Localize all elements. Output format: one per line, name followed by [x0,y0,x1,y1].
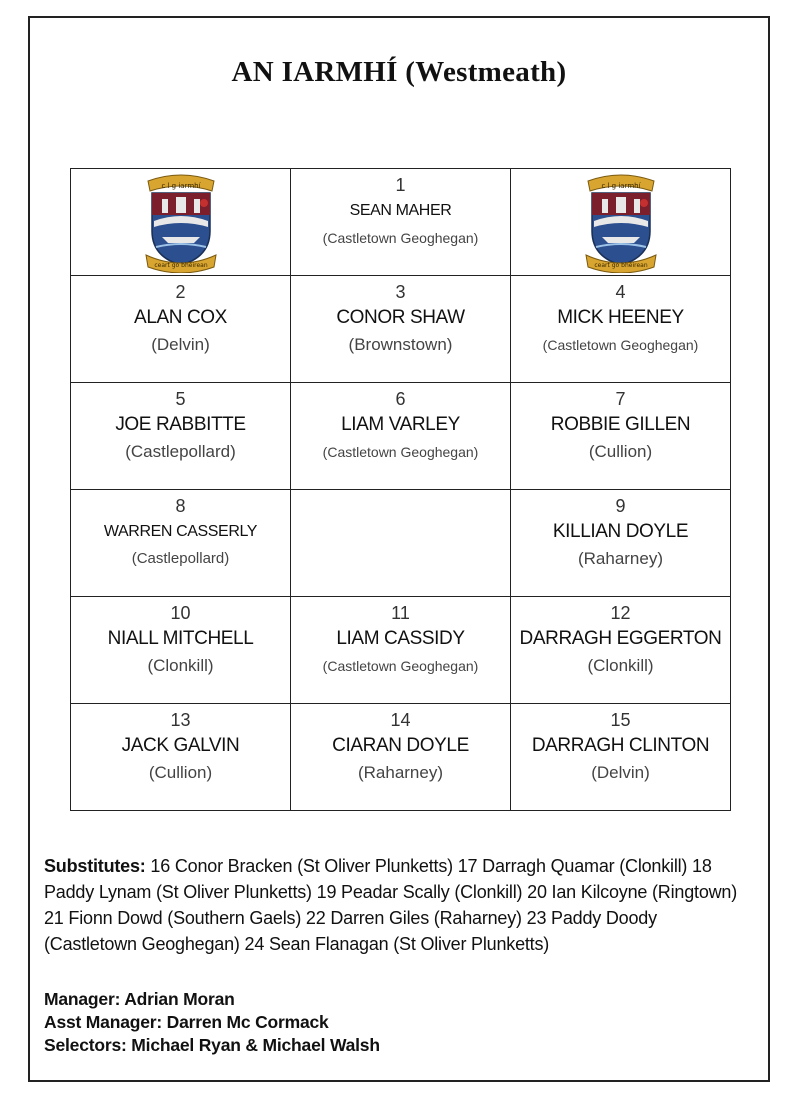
player-cell-3 [291,276,511,383]
crest-scroll-text: ceart go bhéirean [153,262,208,269]
player-number: 15 [610,710,631,730]
player-number: 7 [615,389,626,409]
player-name: DARRAGH CLINTON [531,735,710,756]
team-grid [70,168,731,811]
crest-cell-left [71,169,291,276]
player-number: 4 [615,282,626,302]
player-number: 13 [170,710,191,730]
player-cell-4 [511,276,731,383]
player-name: SEAN MAHER [349,202,452,219]
asst-manager-line: Asst Manager: Darren Mc Cormack [44,1012,329,1032]
player-name: JOE RABBITTE [115,414,246,435]
player-club: (Castlepollard) [131,550,230,567]
management-block [44,988,380,1057]
player-club: (Castletown Geoghegan) [322,444,479,460]
player-club: (Raharney) [577,549,664,568]
page-title: AN IARMHÍ (Westmeath) [231,56,567,88]
player-name: LIAM VARLEY [341,414,460,435]
player-number: 6 [395,389,406,409]
player-cell-1 [291,169,511,276]
player-name: NIALL MITCHELL [107,628,254,649]
player-number: 11 [391,603,410,623]
player-cell-2 [71,276,291,383]
selectors-line: Selectors: Michael Ryan & Michael Walsh [44,1035,380,1055]
player-number: 10 [170,603,191,623]
empty-cell [291,490,511,597]
player-number: 14 [390,710,411,730]
player-club: (Brownstown) [348,335,453,354]
player-club: (Castletown Geoghegan) [322,658,479,674]
player-cell-7 [511,383,731,490]
player-name: DARRAGH EGGERTON [519,628,722,649]
crest-scroll-text: ceart go bhéirean [593,262,648,269]
player-name: ALAN COX [134,307,227,328]
substitutes-label: Substitutes: [44,856,146,876]
player-cell-6 [291,383,511,490]
crest-cell-right [511,169,731,276]
player-name: ROBBIE GILLEN [550,414,691,435]
player-cell-8 [71,490,291,597]
player-number: 1 [395,175,406,195]
player-number: 12 [610,603,631,623]
player-club: (Cullion) [588,442,653,461]
player-club: (Castlepollard) [125,442,236,461]
player-club: (Delvin) [591,763,650,782]
player-name: WARREN CASSERLY [103,523,258,540]
player-club: (Clonkill) [147,656,214,675]
player-cell-14 [291,704,511,811]
player-club: (Castletown Geoghegan) [322,230,479,246]
substitutes-paragraph [44,853,744,957]
player-name: JACK GALVIN [121,735,240,756]
player-name: CONOR SHAW [336,307,465,328]
player-name: KILLIAN DOYLE [552,521,689,542]
player-number: 5 [175,389,186,409]
player-cell-10 [71,597,291,704]
player-number: 8 [175,496,186,516]
westmeath-crest-icon [136,171,226,273]
substitutes-list: 16 Conor Bracken (St Oliver Plunketts) 17 Darragh Quamar (Clonkill) 18 Paddy Lynam (St Oliver Plunketts) 19 Peadar Scally (Clonkill) 20 Ian Kilcoyne (Ringtown) 21 Fionn Dowd (Southern Gaels) 22 Darren Giles (Raharney) 23 Paddy Doody (Castletown Geoghegan) 24 Sean Flanagan (St Oliver Plunketts) [44,856,738,954]
player-club: (Clonkill) [587,656,654,675]
player-club: (Raharney) [357,763,444,782]
player-cell-12 [511,597,731,704]
player-name: LIAM CASSIDY [336,628,465,649]
player-name: CIARAN DOYLE [332,735,469,756]
player-cell-13 [71,704,291,811]
player-club: (Cullion) [148,763,213,782]
player-number: 2 [175,282,186,302]
player-cell-5 [71,383,291,490]
player-cell-15 [511,704,731,811]
player-number: 3 [395,282,406,302]
crest-banner-text: c l g iarmhí [600,182,641,190]
player-name: MICK HEENEY [557,307,684,328]
crest-banner-text: c l g iarmhí [160,182,201,190]
player-number: 9 [615,496,626,516]
player-club: (Castletown Geoghegan) [542,337,699,353]
manager-line: Manager: Adrian Moran [44,989,235,1009]
westmeath-crest-icon [576,171,666,273]
player-cell-9 [511,490,731,597]
player-club: (Delvin) [151,335,210,354]
player-cell-11 [291,597,511,704]
